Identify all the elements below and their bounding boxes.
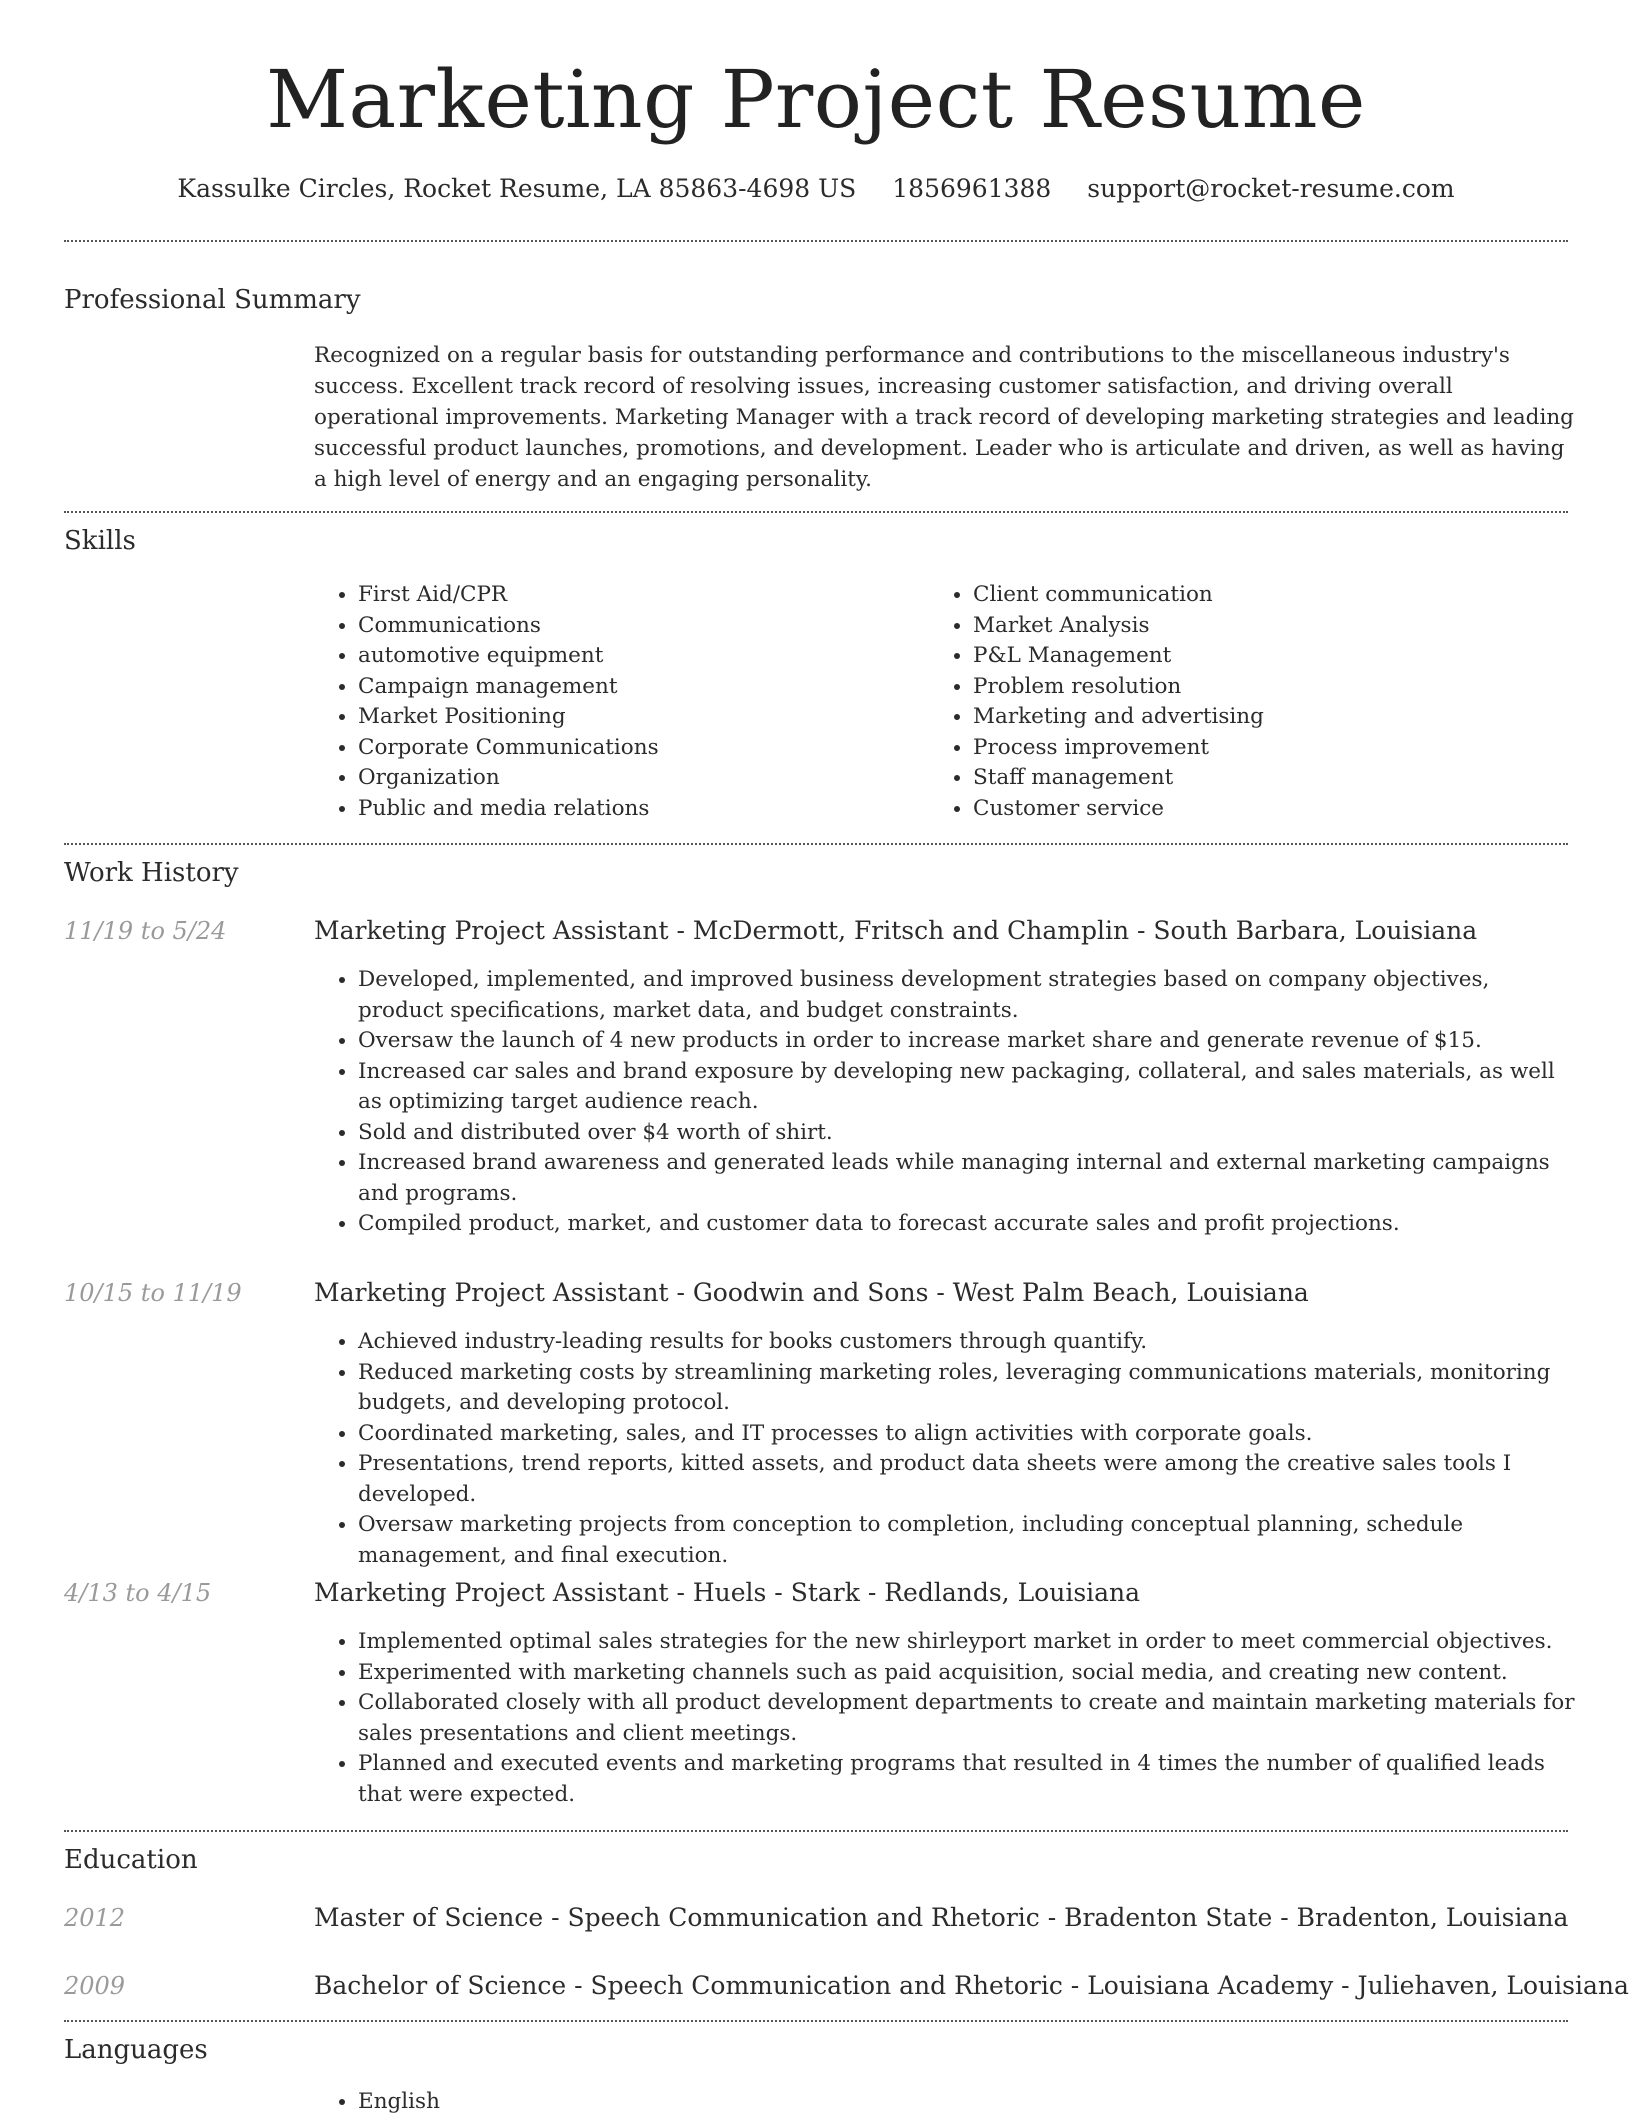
job-title: Marketing Project Assistant - McDermott, Fritsch and Champlin - South Barbara, Louisiana — [314, 916, 1478, 945]
skill-item: • Marketing and advertising — [973, 702, 1529, 733]
divider — [64, 843, 1568, 845]
job-bullets — [314, 1627, 1576, 1810]
job-title: Marketing Project Assistant - Huels - Stark - Redlands, Louisiana — [314, 1578, 1141, 1607]
languages-list — [314, 2087, 1576, 2118]
contact-address: Kassulke Circles, Rocket Resume, LA 85863-4698 US — [177, 174, 857, 203]
education-degree: Master of Science - Speech Communication and Rhetoric - Bradenton State - Bradenton, Louisiana — [314, 1903, 1569, 1932]
job-bullet: • Planned and executed events and marketing programs that resulted in 4 times the number of qualified leads that were expected. — [358, 1749, 1576, 1810]
job-bullet: • Experimented with marketing channels such as paid acquisition, social media, and creating new content. — [358, 1658, 1576, 1689]
job-bullet: • Reduced marketing costs by streamlining marketing roles, leveraging communications materials, monitoring budgets, and developing protocol. — [358, 1358, 1576, 1419]
job-bullet: • Compiled product, market, and customer data to forecast accurate sales and profit projections. — [358, 1209, 1576, 1240]
job-bullet: • Sold and distributed over $4 worth of shirt. — [358, 1118, 1576, 1149]
job-bullet: • Developed, implemented, and improved business development strategies based on company objectives, product specifications, market data, and budget constraints. — [358, 965, 1576, 1026]
contact-line — [0, 170, 1632, 208]
education-degree: Bachelor of Science - Speech Communication and Rhetoric - Louisiana Academy - Juliehaven, Louisiana — [314, 1971, 1629, 2000]
divider — [64, 1830, 1568, 1832]
section-title-summary: Professional Summary — [64, 285, 361, 315]
job-bullet: • Increased car sales and brand exposure by developing new packaging, collateral, and sales materials, as well as optimizing target audience reach. — [358, 1057, 1576, 1118]
skill-item: • automotive equipment — [358, 641, 914, 672]
job-bullet: • Coordinated marketing, sales, and IT processes to align activities with corporate goals. — [358, 1419, 1576, 1450]
skills-column-right — [929, 580, 1529, 824]
language-item: • English — [358, 2087, 1576, 2118]
summary-text: Recognized on a regular basis for outstanding performance and contributions to the miscellaneous industry's success. Excellent track record of resolving issues, increasing customer satisfaction, and driving overall operational improvements. Marketing Manager with a track record of developing marketing strategies and leading successful product launches, promotions, and development. Leader who is articulate and driven, as well as having a high level of energy and an engaging personality. — [314, 343, 1574, 492]
job-bullet: • Oversaw the launch of 4 new products in order to increase market share and generate revenue of $15. — [358, 1026, 1576, 1057]
contact-phone: 1856961388 — [892, 174, 1052, 203]
job-dates: 11/19 to 5/24 — [64, 917, 227, 945]
skill-item: • Staff management — [973, 763, 1529, 794]
job-dates: 10/15 to 11/19 — [64, 1279, 242, 1307]
skill-item: • Communications — [358, 611, 914, 642]
job-title: Marketing Project Assistant - Goodwin and Sons - West Palm Beach, Louisiana — [314, 1278, 1309, 1307]
job-bullets — [314, 1327, 1576, 1571]
skill-item: • Customer service — [973, 794, 1529, 825]
job-bullet: • Increased brand awareness and generated leads while managing internal and external marketing campaigns and programs. — [358, 1148, 1576, 1209]
job-bullet: • Achieved industry-leading results for books customers through quantify. — [358, 1327, 1576, 1358]
section-title-work: Work History — [64, 858, 239, 888]
skill-item: • Problem resolution — [973, 672, 1529, 703]
job-bullet: • Implemented optimal sales strategies for the new shirleyport market in order to meet commercial objectives. — [358, 1627, 1576, 1658]
divider — [64, 511, 1568, 513]
job-bullet: • Oversaw marketing projects from conception to completion, including conceptual planning, schedule management, and final execution. — [358, 1510, 1576, 1571]
education-year: 2012 — [64, 1904, 126, 1932]
skill-item: • Market Positioning — [358, 702, 914, 733]
skill-item: • First Aid/CPR — [358, 580, 914, 611]
skill-item: • P&L Management — [973, 641, 1529, 672]
skill-item: • Corporate Communications — [358, 733, 914, 764]
skill-item: • Client communication — [973, 580, 1529, 611]
contact-email[interactable]: support@rocket-resume.com — [1087, 174, 1455, 203]
education-year: 2009 — [64, 1972, 126, 2000]
resume-title: Marketing Project Resume — [266, 53, 1366, 146]
section-title-education: Education — [64, 1845, 198, 1875]
skill-item: • Public and media relations — [358, 794, 914, 825]
skill-item: • Campaign management — [358, 672, 914, 703]
skills-column-left — [314, 580, 914, 824]
job-bullet: • Presentations, trend reports, kitted assets, and product data sheets were among the creative sales tools I developed. — [358, 1449, 1576, 1510]
section-title-languages: Languages — [64, 2035, 208, 2065]
job-bullets — [314, 965, 1576, 1240]
job-bullet: • Collaborated closely with all product development departments to create and maintain marketing materials for sales presentations and client meetings. — [358, 1688, 1576, 1749]
divider — [64, 2020, 1568, 2022]
skill-item: • Market Analysis — [973, 611, 1529, 642]
divider — [64, 240, 1568, 242]
job-dates: 4/13 to 4/15 — [64, 1579, 212, 1607]
skill-item: • Organization — [358, 763, 914, 794]
section-title-skills: Skills — [64, 526, 136, 556]
skill-item: • Process improvement — [973, 733, 1529, 764]
